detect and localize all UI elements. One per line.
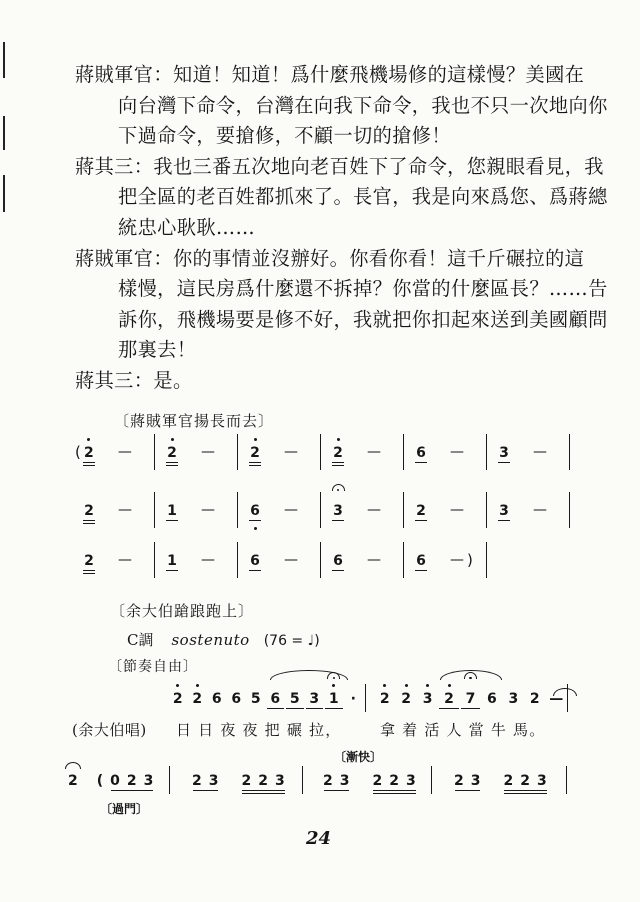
note-group-digits: 23 xyxy=(454,773,488,789)
duration-underline xyxy=(267,708,285,709)
note-group xyxy=(454,772,487,788)
scan-margin-mark xyxy=(3,116,5,150)
speech-text: 那裏去！ xyxy=(118,338,197,362)
note-group xyxy=(503,772,553,788)
jianpu-note xyxy=(497,444,511,460)
measure xyxy=(238,434,321,470)
high-octave-dot xyxy=(176,684,179,687)
jianpu-note xyxy=(165,444,179,460)
jianpu-note xyxy=(248,502,262,518)
note-digit: 6 xyxy=(250,553,260,569)
note-digit: — xyxy=(549,691,564,707)
sustain-dash: — xyxy=(284,502,298,518)
duration-underline xyxy=(193,790,218,791)
duration-underline xyxy=(242,793,284,794)
note-digit: 6 xyxy=(416,553,426,569)
note-digit: 7 xyxy=(465,691,476,707)
jianpu-note xyxy=(414,552,428,568)
duration-underline xyxy=(249,570,261,571)
note-digit: 3 xyxy=(422,691,433,707)
speaker-name: 蔣其三： xyxy=(75,368,154,392)
measure xyxy=(238,492,321,528)
note-digit: 1 xyxy=(328,691,339,707)
speaker-name: 蔣其三： xyxy=(75,154,154,178)
note-digit: 2 xyxy=(83,445,94,461)
measure xyxy=(487,492,570,528)
sustain-dash: — xyxy=(450,502,464,518)
interlude-row xyxy=(72,434,570,470)
jianpu-note xyxy=(305,690,325,706)
key-tempo-line xyxy=(127,629,320,650)
jianpu-note xyxy=(248,444,262,460)
measure xyxy=(238,542,321,578)
jianpu-note xyxy=(414,502,428,518)
speaker-name: 蔣賊軍官： xyxy=(75,246,173,270)
stage-direction-officer-exit: 〔蔣賊軍官揚長而去〕 xyxy=(114,412,275,430)
note-group-digits: ( xyxy=(96,773,111,789)
sustain-dash: — xyxy=(533,444,547,460)
duration-underline xyxy=(249,520,261,521)
measure xyxy=(487,434,570,470)
duration-underline xyxy=(83,465,95,466)
duration-underline xyxy=(498,462,510,463)
note-digit: 1 xyxy=(167,503,177,519)
sustain-dash: — xyxy=(284,552,298,568)
jianpu-note xyxy=(331,444,345,460)
duration-underline xyxy=(498,520,510,521)
jianpu-note xyxy=(395,690,416,706)
note-digit: 6 xyxy=(270,691,281,707)
note-digit: 2 xyxy=(84,553,94,569)
melody-row xyxy=(168,684,568,712)
measure xyxy=(321,492,404,528)
jianpu-note xyxy=(324,690,344,706)
note-digit: 2 xyxy=(401,691,412,707)
speech-text: 訴你，飛機場要是修不好，我就把你扣起來送到美國顧問 xyxy=(118,307,608,331)
measure xyxy=(366,684,568,712)
high-octave-dot xyxy=(87,438,90,441)
note-digit: 6 xyxy=(231,691,242,707)
note-digit: 2 xyxy=(444,691,454,707)
note-group xyxy=(323,772,356,788)
note-digit: 3 xyxy=(508,691,519,707)
lyric-line: 日 日 夜 夜 把 碾 拉， xyxy=(176,721,342,739)
speech-line xyxy=(75,305,620,336)
note-group xyxy=(372,772,422,788)
speech-line xyxy=(75,121,620,152)
expression-mark: sostenuto xyxy=(171,631,250,649)
speech-text: 知道！知道！爲什麼飛機場修的這樣慢？美國在 xyxy=(172,63,585,86)
jianpu-note xyxy=(438,690,459,706)
jianpu-note xyxy=(331,552,345,568)
measure xyxy=(404,542,487,578)
measure xyxy=(155,492,238,528)
jianpu-note xyxy=(165,552,179,568)
sustain-dash: — xyxy=(367,444,381,460)
speech-text: 下過命令，要搶修，不顧一切的搶修！ xyxy=(118,124,451,148)
jianpu-note xyxy=(168,690,188,706)
sustain-dash: — xyxy=(118,502,132,518)
note-digit: 2 xyxy=(250,445,260,461)
jianpu-note xyxy=(417,690,438,706)
speech-line xyxy=(75,244,620,275)
measure xyxy=(432,766,567,794)
note-digit: 6 xyxy=(211,691,222,707)
note-digit: 2 xyxy=(192,691,203,707)
speech-text: 是。 xyxy=(153,368,193,392)
jianpu-note xyxy=(227,690,247,706)
measure xyxy=(72,434,155,470)
speech-text: 把全區的老百姓都抓來了。長官，我是向來爲您、爲蔣總 xyxy=(118,185,608,209)
note-group xyxy=(110,772,160,788)
measure xyxy=(303,766,432,794)
high-octave-dot xyxy=(383,684,386,687)
sustain-dash: — xyxy=(201,502,215,518)
note-digit: 2 xyxy=(84,503,94,519)
note-digit: · xyxy=(350,691,356,707)
note-digit: 2 xyxy=(172,691,183,707)
duration-underline xyxy=(286,708,304,709)
high-octave-dot xyxy=(254,438,257,441)
duration-underline xyxy=(166,520,178,521)
jianpu-note xyxy=(460,690,481,706)
duration-underline xyxy=(332,520,344,521)
duration-underline xyxy=(504,793,546,794)
jianpu-note xyxy=(331,502,345,518)
duration-underline xyxy=(332,465,344,466)
lyric-line: 拿 着 活 人 當 牛 馬。 xyxy=(380,721,546,739)
note-digit: 3 xyxy=(499,445,509,461)
speech-text: 你的事情並沒辦好。你看你看！這千斤碾拉的這 xyxy=(172,246,585,270)
duration-underline xyxy=(415,462,427,463)
low-octave-dot xyxy=(254,527,257,530)
scan-margin-mark xyxy=(3,175,5,212)
note-group xyxy=(241,772,291,788)
measure xyxy=(404,492,487,528)
stage-direction-yu-enters: 〔余大伯蹌踉跑上〕 xyxy=(110,602,255,620)
duration-underline xyxy=(83,573,95,574)
interlude-row xyxy=(72,492,570,528)
measure xyxy=(168,684,366,712)
high-octave-dot xyxy=(337,438,340,441)
note-digit: 3 xyxy=(309,691,320,707)
close-paren: ) xyxy=(467,551,473,569)
note-digit: 2 xyxy=(167,445,177,461)
note-group xyxy=(68,772,85,788)
jianpu-note xyxy=(497,502,511,518)
note-digit: 6 xyxy=(333,553,343,569)
sustain-dash: — xyxy=(533,502,547,518)
jianpu-note xyxy=(82,552,96,568)
fermata-mark xyxy=(332,484,345,491)
note-digit: 6 xyxy=(487,691,497,707)
duration-underline xyxy=(166,465,178,466)
jianpu-note xyxy=(82,502,96,518)
duration-underline xyxy=(324,790,349,791)
speech-line xyxy=(75,91,620,122)
speech-line xyxy=(75,274,620,305)
high-octave-dot xyxy=(171,438,174,441)
page-number: 24 xyxy=(306,828,332,849)
measure xyxy=(404,434,487,470)
jianpu-note xyxy=(524,690,545,706)
jianpu-note xyxy=(344,690,364,706)
jianpu-note xyxy=(165,502,179,518)
stage-direction-free-rhythm: 〔節奏自由〕 xyxy=(108,659,198,675)
duration-underline xyxy=(373,790,415,791)
interlude-label: 〔過門〕 xyxy=(100,802,149,816)
speech-text: 向台灣下命令，台灣在向我下命令，我也不只一次地向你 xyxy=(118,93,608,117)
note-group-digits: 23 xyxy=(323,773,357,789)
speech-line xyxy=(75,182,620,213)
sustain-dash: — xyxy=(117,444,132,460)
note-group-digits: 223 xyxy=(372,773,423,789)
sustain-dash: — xyxy=(118,552,132,568)
jianpu-note xyxy=(248,552,262,568)
sustain-dash: — xyxy=(367,502,381,518)
duration-underline xyxy=(83,523,95,524)
tie-mark xyxy=(65,762,81,769)
duration-underline xyxy=(83,570,95,571)
singer-label: (余大伯唱) xyxy=(72,721,147,739)
speech-line xyxy=(75,213,620,244)
sustain-dash: — xyxy=(201,444,215,460)
speech-text: 樣慢，這民房爲什麼還不拆掉？你當的什麼區長？……告 xyxy=(118,277,608,301)
note-group-digits: 2 xyxy=(68,773,85,789)
note-digit: 3 xyxy=(499,503,509,519)
note-group-digits: 23 xyxy=(192,773,226,789)
jianpu-note xyxy=(266,690,286,706)
note-digit: 5 xyxy=(289,691,300,707)
duration-underline xyxy=(373,793,415,794)
note-group-digits: 223 xyxy=(241,773,292,789)
speech-line xyxy=(75,335,620,366)
note-digit: 2 xyxy=(416,503,426,519)
measure xyxy=(170,766,303,794)
duration-underline xyxy=(332,570,344,571)
accelerando-mark: 〔漸快〕 xyxy=(334,750,383,764)
measure xyxy=(155,434,238,470)
jianpu-note xyxy=(285,690,305,706)
high-octave-dot xyxy=(426,684,429,687)
duration-underline xyxy=(332,462,344,463)
measure xyxy=(321,434,404,470)
jianpu-note xyxy=(188,690,208,706)
duration-underline xyxy=(415,570,427,571)
duration-underline xyxy=(415,520,427,521)
scan-margin-mark xyxy=(3,42,5,78)
duration-underline xyxy=(325,708,343,709)
duration-underline xyxy=(306,708,324,709)
high-octave-dot xyxy=(405,684,408,687)
sustain-dash: — xyxy=(367,552,381,568)
measure xyxy=(72,542,155,578)
jianpu-note xyxy=(246,690,266,706)
jianpu-note xyxy=(503,690,524,706)
duration-underline xyxy=(166,570,178,571)
duration-underline xyxy=(461,708,480,709)
note-digit: 3 xyxy=(333,503,343,519)
high-octave-dot xyxy=(332,684,335,687)
note-group xyxy=(97,772,110,788)
note-digit: 2 xyxy=(333,445,343,461)
speaker-name: 蔣賊軍官： xyxy=(75,63,173,86)
note-group-digits: 023 xyxy=(110,773,161,789)
measure xyxy=(155,542,238,578)
high-octave-dot xyxy=(196,684,199,687)
sustain-dash: — xyxy=(201,552,215,568)
interlude-row xyxy=(72,542,487,578)
speech-text: 統忠心耿耿…… xyxy=(118,215,256,239)
measure xyxy=(62,766,170,794)
jianpu-note xyxy=(546,690,567,706)
note-digit: 1 xyxy=(167,553,177,569)
note-digit: 5 xyxy=(250,691,261,707)
open-paren: ( xyxy=(75,443,81,461)
note-digit: 2 xyxy=(529,691,540,707)
jianpu-note xyxy=(374,690,395,706)
speech-line xyxy=(75,366,620,397)
speech-text: 我也三番五次地向老百姓下了命令，您親眼看見，我 xyxy=(153,154,604,178)
note-group xyxy=(192,772,225,788)
duration-underline xyxy=(455,790,480,791)
measure xyxy=(321,542,404,578)
jianpu-note xyxy=(82,444,96,460)
duration-underline xyxy=(83,462,95,463)
duration-underline xyxy=(439,708,458,709)
key-signature: C調 xyxy=(127,631,154,649)
duration-underline xyxy=(504,790,546,791)
note-digit: 6 xyxy=(416,445,426,461)
sustain-dash: — xyxy=(450,444,464,460)
duration-underline xyxy=(249,465,261,466)
duration-underline xyxy=(242,790,284,791)
note-group-digits: 223 xyxy=(503,773,554,789)
transition-row xyxy=(62,766,567,794)
speech-line xyxy=(75,152,620,183)
note-digit: 6 xyxy=(250,503,260,519)
duration-underline xyxy=(111,790,153,791)
tempo-mark: (76 = ♩) xyxy=(263,633,320,649)
measure xyxy=(72,492,155,528)
speech-line xyxy=(75,60,620,91)
duration-underline xyxy=(166,462,178,463)
fermata-mark xyxy=(464,672,477,679)
note-digit: 2 xyxy=(379,691,390,707)
jianpu-note xyxy=(414,444,428,460)
sustain-dash: — xyxy=(450,552,464,568)
jianpu-note xyxy=(481,690,502,706)
dialogue-block xyxy=(75,60,620,397)
sustain-dash: — xyxy=(284,444,298,460)
jianpu-note xyxy=(207,690,227,706)
high-octave-dot xyxy=(448,684,451,687)
duration-underline xyxy=(83,520,95,521)
duration-underline xyxy=(249,462,261,463)
